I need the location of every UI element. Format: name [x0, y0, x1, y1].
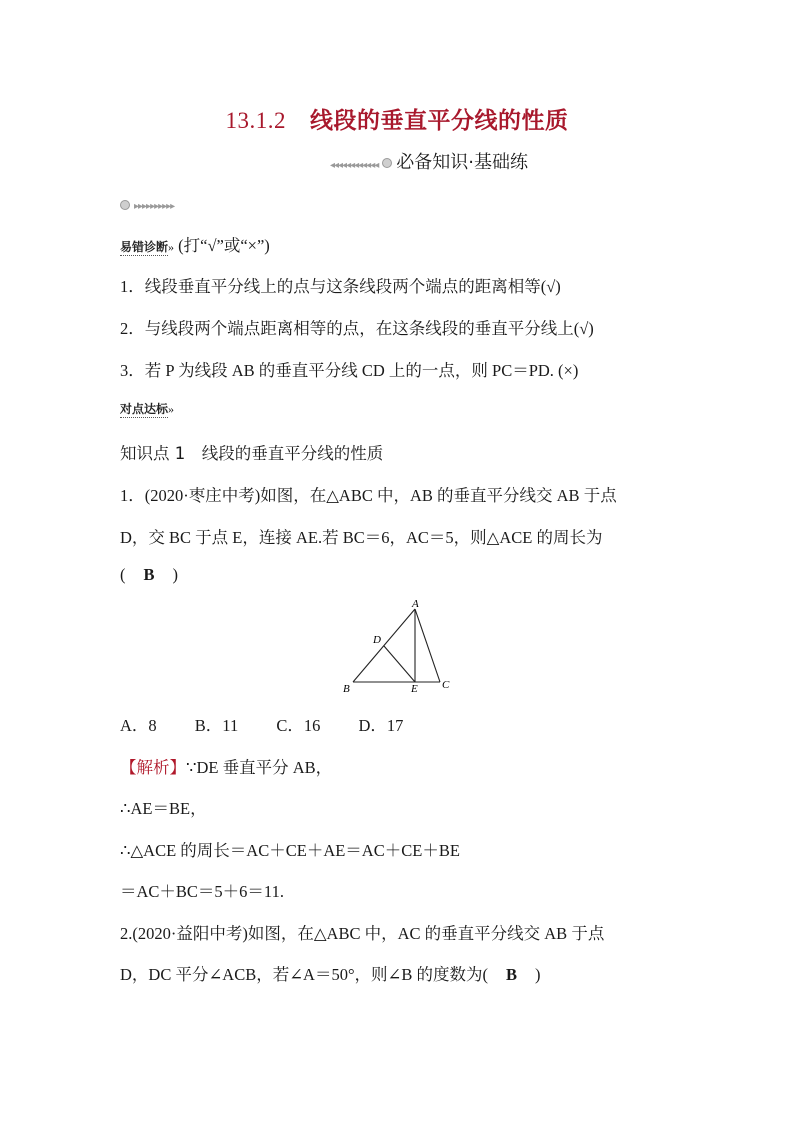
label-B: B — [343, 683, 350, 695]
option-c: C．16 — [276, 716, 321, 735]
analysis-line: ∴△ACE 的周长＝AC＋CE＋AE＝AC＋CE＋BE — [120, 841, 460, 860]
segment-DE — [384, 646, 415, 682]
diagnosis-item: 3．若 P 为线段 AB 的垂直平分线 CD 上的一点，则 PC＝PD. (×) — [120, 361, 579, 380]
arrow-decoration-icon: ▸▸▸▸▸▸▸▸▸▸ — [134, 201, 175, 212]
circle-dot-icon — [120, 200, 130, 210]
diagnosis-tag: 易错诊断 — [120, 240, 169, 254]
analysis-line: ＝AC＋BC＝5＋6＝11. — [120, 882, 284, 901]
diagnosis-item: 1．线段垂直平分线上的点与这条线段两个端点的距离相等(√) — [120, 277, 561, 296]
diagnosis-instruction: (打“√”或“×”) — [178, 236, 270, 255]
label-D: D — [373, 634, 381, 646]
label-C: C — [442, 679, 450, 691]
subtitle-row — [330, 148, 528, 174]
section-number: 13.1.2 — [225, 108, 286, 133]
label-A: A — [412, 598, 419, 610]
q1-line2: D，交 BC 于点 E，连接 AE.若 BC＝6，AC＝5，则△ACE 的周长为 — [120, 528, 603, 547]
q2-answer: B — [506, 965, 518, 984]
paren-open: ( — [120, 565, 126, 584]
subtitle: 必备知识·基础练 — [396, 152, 528, 173]
q2-line2 — [120, 961, 541, 985]
practice-header — [120, 398, 174, 418]
analysis-line — [120, 754, 332, 778]
analysis-text: ∵DE 垂直平分 AB， — [186, 758, 333, 777]
circle-dot-icon — [382, 158, 392, 168]
title-text: 线段的垂直平分线的性质 — [310, 108, 569, 134]
option-b: B．11 — [194, 716, 239, 735]
option-a: A．8 — [120, 716, 157, 735]
knowledge-point: 知识点 1 线段的垂直平分线的性质 — [120, 444, 384, 463]
segment-AC — [415, 609, 440, 682]
q2-line1: 2.(2020·益阳中考)如图，在△ABC 中，AC 的垂直平分线交 AB 于点 — [120, 924, 605, 943]
page-title — [0, 102, 794, 135]
analysis-line: ∴AE＝BE， — [120, 799, 207, 818]
practice-tag: 对点达标 — [120, 402, 169, 416]
diagnosis-header — [120, 232, 270, 256]
double-arrow-icon: » — [168, 402, 175, 416]
triangle-figure — [335, 596, 465, 696]
option-d: D．17 — [358, 716, 404, 735]
paren-close: ) — [535, 965, 541, 984]
double-arrow-icon: » — [168, 240, 175, 254]
paren-close: ) — [172, 565, 179, 584]
q1-answer: B — [143, 565, 155, 584]
arrow-decoration-icon: ◂◂◂◂◂◂◂◂◂◂◂◂ — [330, 160, 379, 171]
q1-answer-row — [120, 565, 178, 585]
q1-line1: 1．(2020·枣庄中考)如图，在△ABC 中，AB 的垂直平分线交 AB 于点 — [120, 486, 617, 505]
diagnosis-item: 2．与线段两个端点距离相等的点，在这条线段的垂直平分线上(√) — [120, 319, 594, 338]
q1-options — [120, 712, 403, 736]
label-E: E — [411, 683, 418, 695]
section-divider — [120, 196, 174, 214]
analysis-tag: 【解析】 — [120, 758, 186, 777]
q2-line2-text: D，DC 平分∠ACB，若∠A＝50°，则∠B 的度数为( — [120, 965, 489, 984]
